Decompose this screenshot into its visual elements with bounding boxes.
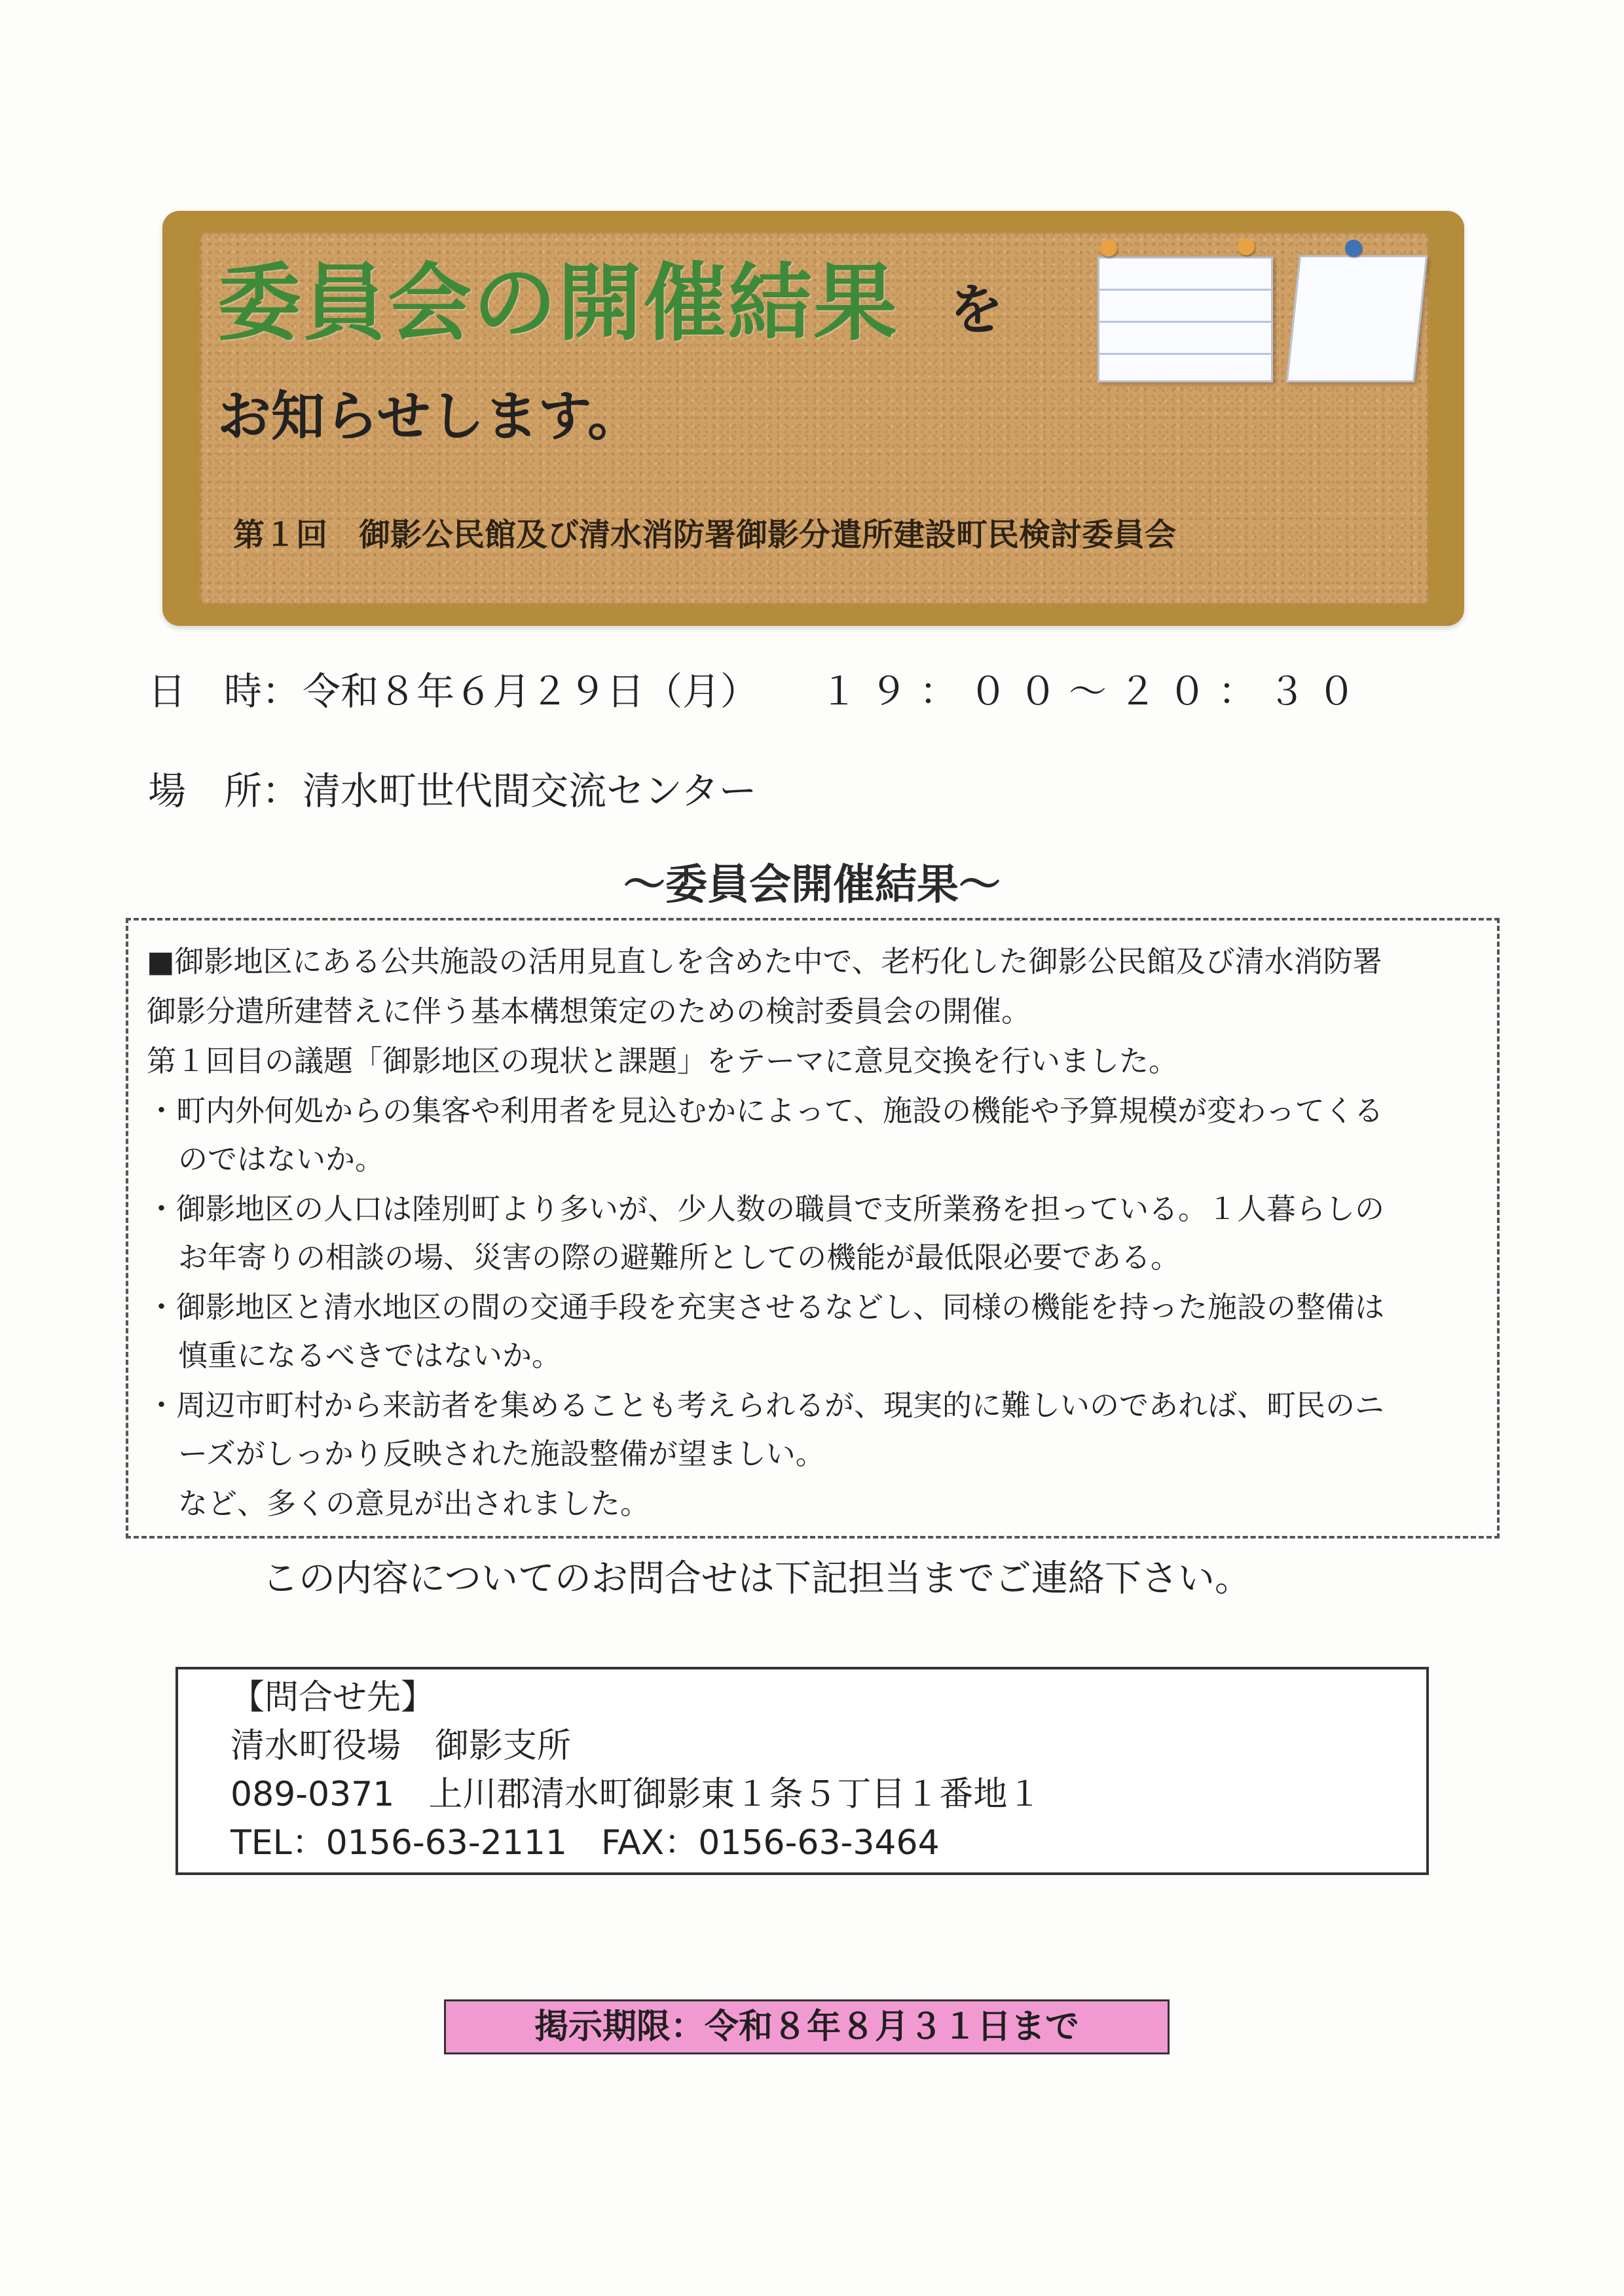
result-line: ■御影地区にある公共施設の活用見直しを含めた中で、老朽化した御影公民館及び清水消防署 [147,944,1382,979]
result-line: 慎重になるべきではないか。 [178,1338,562,1373]
pushpin-icon [1345,240,1362,257]
result-line: ・御影地区と清水地区の間の交通手段を充実させるなどし、同様の機能を持った施設の整備は [147,1290,1385,1324]
date-value: 令和８年６月２９日（月） [303,669,759,714]
contact-phone-fax: TEL：0156-63-2111 FAX：0156-63-3464 [231,1823,940,1863]
result-line: のではないか。 [178,1142,385,1176]
page-title: 委員会の開催結果 [217,255,899,352]
title-suffix: を [950,279,1004,341]
date-label: 日 時： [148,669,301,714]
contact-heading: 【問合せ先】 [231,1678,435,1717]
result-line: ーズがしっかり反映された施設整備が望ましい。 [178,1436,825,1471]
page-subtitle: お知らせします。 [217,386,641,448]
results-heading: ～委員会開催結果～ [623,861,1001,909]
place-label: 場 所： [148,769,301,813]
committee-name: 第１回 御影公民館及び清水消防署御影分遣所建設町民検討委員会 [233,517,1177,553]
result-line: ・町内外何処からの集客や利用者を見込むかによって、施設の機能や予算規模が変わってくる [147,1093,1384,1128]
result-line: ・周辺市町村から来訪者を集めることも考えられるが、現実的に難しいのであれば、町民のニ [147,1388,1385,1423]
contact-note: この内容についてのお問合せは下記担当までご連絡下さい。 [262,1558,1251,1600]
result-line: ・御影地区の人口は陸別町より多いが、少人数の職員で支所業務を担っている。１人暮らしの [147,1192,1385,1226]
place-value: 清水町世代間交流センター [303,769,757,813]
result-line: 第１回目の議題「御影地区の現状と課題」をテーマに意見交換を行いました。 [147,1044,1179,1078]
time-value: １９：００～２０：３０ [820,669,1368,714]
contact-office: 清水町役場 御影支所 [231,1726,572,1766]
lined-note-icon [1098,257,1273,382]
result-line: お年寄りの相談の場、災害の際の避難所としての機能が最低限必要である。 [178,1240,1181,1275]
posting-deadline: 掲示期限：令和８年８月３１日まで [444,1999,1170,2054]
pushpin-icon [1100,240,1117,257]
result-line: 御影分遣所建替えに伴う基本構想策定のための検討委員会の開催。 [147,994,1031,1029]
result-line: など、多くの意見が出されました。 [178,1486,650,1521]
pushpin-icon [1238,238,1255,255]
contact-address: 089-0371 上川郡清水町御影東１条５丁目１番地１ [231,1775,1042,1814]
blank-note-icon [1286,255,1428,382]
